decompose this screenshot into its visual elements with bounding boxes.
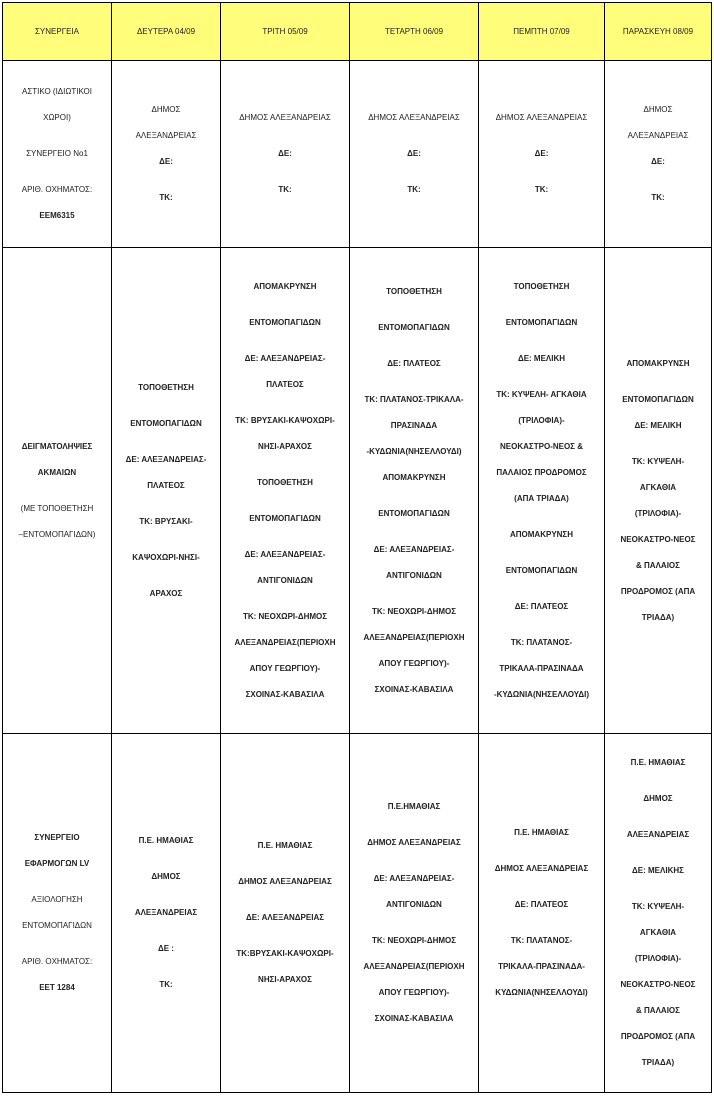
cell-line: ΤΚ: xyxy=(278,185,292,194)
cell-line: ΤΡΙΚΑΛΑ-ΠΡΑΣΙΝΑΔΑ- xyxy=(498,962,585,971)
line-spacer xyxy=(227,460,343,470)
line-spacer xyxy=(485,336,598,346)
header-cell-thursday: ΠΕΜΠΤΗ 07/09 xyxy=(479,3,605,61)
cell-line: ΑΠΟΥ ΓΕΩΡΓΙΟΥ)- xyxy=(378,658,450,668)
cell-line: Π.Ε. ΗΜΑΘΙΑΣ xyxy=(630,758,686,767)
table-cell xyxy=(221,734,350,1093)
line-spacer xyxy=(485,882,598,892)
cell-line: ΕΝΤΟΜΟΠΑΓΙΔΩΝ xyxy=(249,317,321,327)
table-cell xyxy=(350,734,479,1093)
cell-line: ΝΗΣΙ-ΑΡΑΧΟΣ xyxy=(258,441,312,451)
cell-line: ΔΕ: ΑΛΕΞΑΝΔΡΕΙΑΣ- xyxy=(125,454,207,464)
cell-line: ΑΝΤΙΓΟΝΙΔΩΝ xyxy=(386,900,442,909)
cell-line: (ΤΡΙΛΟΦΙΑ)- xyxy=(634,508,682,518)
cell-line: ΝΕΟΚΑΣΤΡΟ-ΝΕΟΣ & xyxy=(500,441,583,451)
line-spacer xyxy=(118,571,214,581)
cell-line: ΕΦΑΡΜΟΓΩΝ LV xyxy=(24,859,90,868)
cell-line: Π.Ε. ΗΜΑΘΙΑΣ xyxy=(257,841,313,850)
line-spacer xyxy=(118,854,214,864)
line-spacer xyxy=(227,167,343,177)
cell-line: ΣΧΟΙΝΑΣ-ΚΑΒΑΣΙΛΑ xyxy=(374,684,454,694)
cell-line: ΔΕ : xyxy=(158,944,174,953)
header-cell-friday: ΠΑΡΑΣΚΕΥΗ 08/09 xyxy=(605,3,712,61)
line-spacer xyxy=(485,300,598,310)
line-spacer xyxy=(118,437,214,447)
line-spacer xyxy=(611,439,705,449)
cell-line: ΕΝΤΟΜΟΠΑΓΙΔΩΝ xyxy=(378,322,450,332)
cell-line: Π.Ε. ΗΜΑΘΙΑΣ xyxy=(514,828,569,837)
cell-line: (ΤΡΙΛΟΦΙΑ)- xyxy=(634,954,682,963)
line-spacer xyxy=(118,890,214,900)
cell-line: ΔΕ: xyxy=(278,149,292,158)
cell-line: ΤΚ: xyxy=(651,193,665,202)
cell-line: ΕΕΜ6315 xyxy=(39,211,75,220)
cell-line: ΚΑΨΟΧΩΡΙ-ΝΗΣΙ- xyxy=(132,552,200,562)
cell-line: ΤΟΠΟΘΕΤΗΣΗ xyxy=(138,382,194,392)
cell-line: ΑΝΤΙΓΟΝΙΔΩΝ xyxy=(386,570,442,580)
line-spacer xyxy=(118,926,214,936)
line-spacer xyxy=(227,931,343,941)
line-spacer xyxy=(9,939,105,949)
line-spacer xyxy=(118,962,214,972)
line-spacer xyxy=(356,589,472,599)
cell-line: ΧΩΡΟΙ) xyxy=(43,113,71,122)
cell-line: ΠΛΑΤΕΟΣ xyxy=(147,480,185,490)
line-spacer xyxy=(356,918,472,928)
line-spacer xyxy=(611,377,705,387)
cell-line: ΑΡΑΧΟΣ xyxy=(149,588,183,598)
table-cell xyxy=(479,61,605,248)
cell-line: (ΑΠΑ ΤΡΙΑΔΑ) xyxy=(514,493,569,503)
cell-line: ΝΕΟΚΑΣΤΡΟ-ΝΕΟΣ xyxy=(620,534,696,544)
line-spacer xyxy=(118,535,214,545)
cell-line: ΔΗΜΟΣ xyxy=(151,105,181,114)
cell-line: ΤΚ: ΠΛΑΤΑΝΟΣ- xyxy=(510,637,573,647)
line-spacer xyxy=(227,496,343,506)
cell-line: ΤΚ: ΠΛΑΤΑΝΟΣ-ΤΡΙΚΑΛΑ- xyxy=(364,394,464,404)
line-spacer xyxy=(118,499,214,509)
cell-line: ΑΓΚΑΘΙΑ xyxy=(639,482,677,492)
cell-line: ΤΚ: ΚΥΨΕΛΗ- xyxy=(631,456,685,466)
cell-line: ΕΝΤΟΜΟΠΑΓΙΔΩΝ xyxy=(130,418,202,428)
cell-line: ΑΠΟΜΑΚΡΥΝΣΗ xyxy=(509,529,574,539)
table-cell xyxy=(350,248,479,734)
cell-line: ΑΠΟΥ ΓΕΩΡΓΙΟΥ)- xyxy=(378,988,450,997)
cell-line: ΔΕ: ΜΕΛΙΚΗ xyxy=(517,353,566,363)
line-spacer xyxy=(227,594,343,604)
cell-line: ΕΝΤΟΜΟΠΑΓΙΔΩΝ xyxy=(22,921,92,930)
cell-line: ΤΚ: ΒΡΥΣΑΚΙ- xyxy=(139,516,193,526)
cell-line: ΕΝΤΟΜΟΠΑΓΙΔΩΝ xyxy=(505,317,578,327)
line-spacer xyxy=(9,167,105,177)
cell-line: ΤΚ: ΝΕΟΧΩΡΙ-ΔΗΜΟΣ xyxy=(371,936,457,945)
cell-line: ΤΚ: ΝΕΟΧΩΡΙ-ΔΗΜΟΣ xyxy=(371,606,457,616)
cell-line: ΑΡΙΘ. ΟΧΗΜΑΤΟΣ: xyxy=(21,185,93,194)
cell-line: ΤΚ: xyxy=(159,193,173,202)
cell-line: ΑΛΕΞΑΝΔΡΕΙΑΣ(ΠΕΡΙΟΧΗ xyxy=(363,962,465,971)
cell-line: ΕΕΤ 1284 xyxy=(39,983,75,992)
line-spacer xyxy=(485,846,598,856)
cell-line: ΤΚ: ΚΥΨΕΛΗ- ΑΓΚΑΘΙΑ xyxy=(496,389,587,399)
cell-line: ΤΚ: xyxy=(407,185,421,194)
cell-line: ΠΡΟΔΡΟΜΟΣ (ΑΠΑ xyxy=(620,1032,696,1041)
cell-line: ΣΥΝΕΡΓΕΙΟ xyxy=(34,833,80,842)
cell-line: ΔΕ: ΑΛΕΞΑΝΔΡΕΙΑΣ- xyxy=(373,544,455,554)
cell-line: ΣΧΟΙΝΑΣ-ΚΑΒΑΣΙΛΑ xyxy=(374,1014,454,1023)
cell-line: ΔΗΜΟΣ ΑΛΕΞΑΝΔΡΕΙΑΣ xyxy=(239,113,331,122)
line-spacer xyxy=(356,527,472,537)
line-spacer xyxy=(485,918,598,928)
cell-line: & ΠΑΛΑΙΟΣ xyxy=(636,560,680,570)
cell-line: ΑΣΤΙΚΟ (ΙΔΙΩΤΙΚΟΙ xyxy=(21,87,92,96)
line-spacer xyxy=(118,175,214,185)
cell-line: ΔΕ: ΑΛΕΞΑΝΔΡΕΙΑΣ- xyxy=(244,353,326,363)
cell-line: ΔΕ: ΠΛΑΤΕΟΣ xyxy=(387,358,441,368)
cell-line: ΣΧΟΙΝΑΣ-ΚΑΒΑΣΙΛΑ xyxy=(245,689,325,699)
cell-line: Π.Ε. ΗΜΑΘΙΑΣ xyxy=(138,836,194,845)
cell-line: ΣΥΝΕΡΓΕΙΟ Νο1 xyxy=(26,149,88,158)
cell-line: ΔΕ: ΜΕΛΙΚΗ xyxy=(634,420,682,430)
line-spacer xyxy=(227,336,343,346)
table-cell xyxy=(221,61,350,248)
cell-line: ΤΡΙΑΔΑ) xyxy=(641,612,675,622)
line-spacer xyxy=(227,300,343,310)
table-cell xyxy=(605,61,712,248)
line-spacer xyxy=(485,167,598,177)
cell-line: ΔΗΜΟΣ xyxy=(643,794,673,803)
cell-line: ΔΕ: ΑΛΕΞΑΝΔΡΕΙΑΣ- xyxy=(244,549,326,559)
table-cell xyxy=(3,61,112,248)
cell-line: (ΤΡΙΛΟΦΙΑ)- xyxy=(518,415,565,425)
cell-line: ΤΚ: ΝΕΟΧΩΡΙ-ΔΗΜΟΣ xyxy=(242,611,328,621)
line-spacer xyxy=(227,131,343,141)
cell-line: ΔΕ: ΜΕΛΙΚΗΣ xyxy=(632,866,684,875)
header-cell-crew: ΣΥΝΕΡΓΕΙΑ xyxy=(3,3,112,61)
cell-line: ΤΡΙΑΔΑ) xyxy=(641,1058,675,1067)
line-spacer xyxy=(227,398,343,408)
table-row xyxy=(3,248,712,734)
line-spacer xyxy=(611,812,705,822)
table-cell xyxy=(3,248,112,734)
cell-line: ΑΠΟΜΑΚΡΥΝΣΗ xyxy=(382,472,446,482)
cell-line: ΑΡΙΘ. ΟΧΗΜΑΤΟΣ: xyxy=(21,957,93,966)
cell-line: ΔΕ: ΠΛΑΤΕΟΣ xyxy=(514,601,569,611)
cell-line: ΕΝΤΟΜΟΠΑΓΙΔΩΝ xyxy=(378,508,450,518)
cell-line: ΤΚ: ΒΡΥΣΑΚΙ-ΚΑΨΟΧΩΡΙ- xyxy=(235,415,335,425)
cell-line: ΔΕ: ΑΛΕΞΑΝΔΡΕΙΑΣ xyxy=(245,913,325,922)
cell-line: ΑΞΙΟΛΟΓΗΣΗ xyxy=(31,895,83,904)
line-spacer xyxy=(227,859,343,869)
line-spacer xyxy=(356,167,472,177)
cell-line: Π.Ε.ΗΜΑΘΙΑΣ xyxy=(387,802,441,811)
line-spacer xyxy=(485,512,598,522)
cell-line: ΤΚ: ΠΛΑΤΑΝΟΣ- xyxy=(510,936,573,945)
table-row xyxy=(3,61,712,248)
cell-line: ΠΛΑΤΕΟΣ xyxy=(266,379,304,389)
cell-line: ΑΛΕΞΑΝΔΡΕΙΑΣ xyxy=(135,131,197,140)
cell-line: ΑΛΕΞΑΝΔΡΕΙΑΣ(ΠΕΡΙΟΧΗ xyxy=(234,637,336,647)
cell-line: ΑΓΚΑΘΙΑ xyxy=(639,928,677,937)
table-cell xyxy=(221,248,350,734)
cell-line: ΔΕΙΓΜΑΤΟΛΗΨΙΕΣ xyxy=(21,441,93,451)
line-spacer xyxy=(9,877,105,887)
line-spacer xyxy=(227,895,343,905)
cell-line: ΠΡΟΔΡΟΜΟΣ (ΑΠΑ xyxy=(620,586,696,596)
header-row xyxy=(3,3,712,61)
cell-line: & ΠΑΛΑΙΟΣ xyxy=(636,1006,680,1015)
cell-line: ΑΛΕΞΑΝΔΡΕΙΑΣ xyxy=(134,908,198,917)
cell-line: (ΜΕ ΤΟΠΟΘΕΤΗΣΗ xyxy=(20,503,94,513)
cell-line: ΤΚ: xyxy=(534,185,549,194)
table-cell xyxy=(3,734,112,1093)
line-spacer xyxy=(9,486,105,496)
cell-line: ΔΗΜΟΣ ΑΛΕΞΑΝΔΡΕΙΑΣ xyxy=(238,877,332,886)
cell-line: ΑΠΟΜΑΚΡΥΝΣΗ xyxy=(253,281,317,291)
cell-line: ΕΝΤΟΜΟΠΑΓΙΔΩΝ xyxy=(622,394,694,404)
line-spacer xyxy=(356,131,472,141)
cell-line: ΠΡΑΣΙΝΑΔΑ xyxy=(390,420,438,430)
cell-line: ΔΕ: ΑΛΕΞΑΝΔΡΕΙΑΣ- xyxy=(373,874,455,883)
cell-line: -ΚΥΔΩΝΙΑ(ΝΗΣΕΛΛΟΥΔΙ) xyxy=(366,446,462,456)
cell-line: ΑΛΕΞΑΝΔΡΕΙΑΣ xyxy=(627,131,689,140)
cell-line: ΤΚ: ΚΥΨΕΛΗ- xyxy=(631,902,685,911)
line-spacer xyxy=(356,491,472,501)
table-cell xyxy=(112,734,221,1093)
cell-line: ΔΗΜΟΣ xyxy=(643,105,673,114)
line-spacer xyxy=(118,401,214,411)
line-spacer xyxy=(611,884,705,894)
cell-line: ΤΡΙΚΑΛΑ-ΠΡΑΣΙΝΑΔΑ xyxy=(499,663,584,673)
cell-line: ΑΛΕΞΑΝΔΡΕΙΑΣ(ΠΕΡΙΟΧΗ xyxy=(363,632,465,642)
cell-line: ΔΗΜΟΣ ΑΛΕΞΑΝΔΡΕΙΑΣ xyxy=(367,838,461,847)
line-spacer xyxy=(356,856,472,866)
cell-line: ΑΛΕΞΑΝΔΡΕΙΑΣ xyxy=(626,830,690,839)
cell-line: ΤΟΠΟΘΕΤΗΣΗ xyxy=(513,281,570,291)
cell-line: ΝΗΣΙ-ΑΡΑΧΟΣ xyxy=(258,975,312,984)
cell-line: ΔΕ: xyxy=(407,149,421,158)
cell-line: ΔΗΜΟΣ ΑΛΕΞΑΝΔΡΕΙΑΣ xyxy=(368,113,460,122)
line-spacer xyxy=(485,548,598,558)
cell-line: ΔΗΜΟΣ xyxy=(151,872,181,881)
line-spacer xyxy=(611,175,705,185)
line-spacer xyxy=(485,584,598,594)
header-cell-monday: ΔΕΥΤΕΡΑ 04/09 xyxy=(112,3,221,61)
cell-line: -ΚΥΔΩΝΙΑ(ΝΗΣΕΛΛΟΥΔΙ) xyxy=(493,689,590,699)
cell-line: ΑΚΜΑΙΩΝ xyxy=(37,467,77,477)
line-spacer xyxy=(485,372,598,382)
cell-line: ΑΠΟΜΑΚΡΥΝΣΗ xyxy=(626,358,690,368)
line-spacer xyxy=(485,620,598,630)
line-spacer xyxy=(611,848,705,858)
cell-line: ΔΕ: xyxy=(534,149,549,158)
cell-line: –ΕΝΤΟΜΟΠΑΓΙΔΩΝ) xyxy=(18,529,96,539)
table-row xyxy=(3,734,712,1093)
line-spacer xyxy=(485,131,598,141)
cell-line: ΤΟΠΟΘΕΤΗΣΗ xyxy=(257,477,313,487)
cell-line: ΤΚ:ΒΡΥΣΑΚΙ-ΚΑΨΟΧΩΡΙ- xyxy=(236,949,334,958)
cell-line: ΕΝΤΟΜΟΠΑΓΙΔΩΝ xyxy=(505,565,578,575)
line-spacer xyxy=(356,305,472,315)
line-spacer xyxy=(227,532,343,542)
cell-line: ΤΚ: xyxy=(159,980,173,989)
cell-line: ΑΠΟΥ ΓΕΩΡΓΙΟΥ)- xyxy=(249,663,321,673)
schedule-table xyxy=(2,2,712,1093)
table-cell xyxy=(479,734,605,1093)
table-cell xyxy=(350,61,479,248)
table-cell xyxy=(479,248,605,734)
line-spacer xyxy=(356,820,472,830)
cell-line: ΔΕ: ΠΛΑΤΕΟΣ xyxy=(514,900,569,909)
line-spacer xyxy=(356,377,472,387)
cell-line: ΑΝΤΙΓΟΝΙΔΩΝ xyxy=(257,575,313,585)
table-cell xyxy=(112,248,221,734)
line-spacer xyxy=(356,341,472,351)
cell-line: ΝΕΟΚΑΣΤΡΟ-ΝΕΟΣ xyxy=(620,980,696,989)
cell-line: ΔΗΜΟΣ ΑΛΕΞΑΝΔΡΕΙΑΣ xyxy=(495,113,588,122)
table-cell xyxy=(605,734,712,1093)
header-cell-wednesday: ΤΕΤΑΡΤΗ 06/09 xyxy=(350,3,479,61)
table-cell xyxy=(112,61,221,248)
cell-line: ΔΕ: xyxy=(159,157,173,166)
table-cell xyxy=(605,248,712,734)
cell-line: ΤΟΠΟΘΕΤΗΣΗ xyxy=(386,286,442,296)
cell-line: ΔΕ: xyxy=(651,157,665,166)
cell-line: ΚΥΔΩΝΙΑ(ΝΗΣΕΛΛΟΥΔΙ) xyxy=(495,988,588,997)
line-spacer xyxy=(611,776,705,786)
header-cell-tuesday: ΤΡΙΤΗ 05/09 xyxy=(221,3,350,61)
line-spacer xyxy=(9,131,105,141)
cell-line: ΔΗΜΟΣ ΑΛΕΞΑΝΔΡΕΙΑΣ xyxy=(494,864,589,873)
cell-line: ΠΑΛΑΙΟΣ ΠΡΟΔΡΟΜΟΣ xyxy=(496,467,587,477)
cell-line: ΕΝΤΟΜΟΠΑΓΙΔΩΝ xyxy=(249,513,321,523)
